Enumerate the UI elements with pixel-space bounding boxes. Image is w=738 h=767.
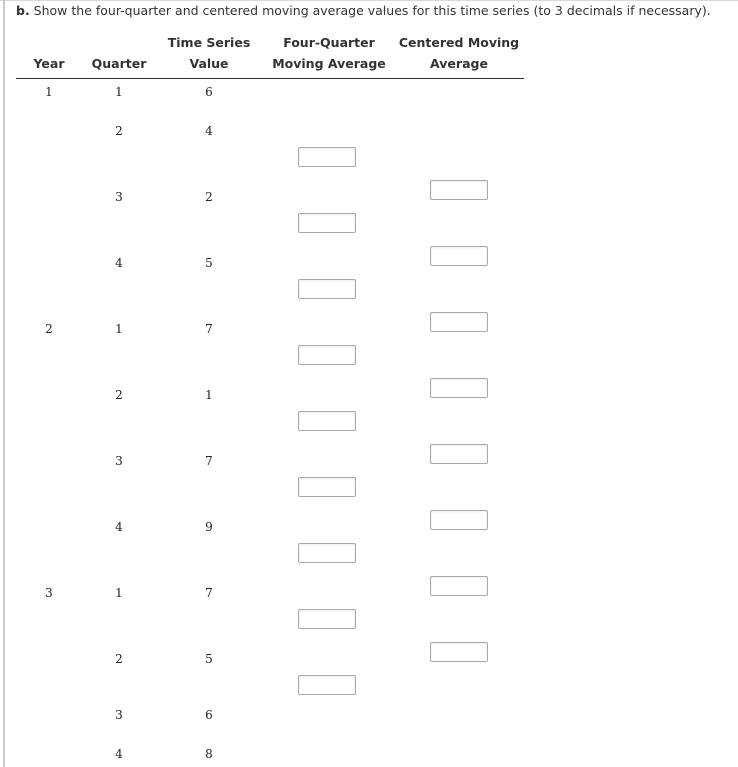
centered-moving-average-input[interactable] bbox=[430, 510, 488, 530]
four-quarter-moving-average-input[interactable] bbox=[298, 543, 356, 563]
four-quarter-moving-average-input[interactable] bbox=[298, 213, 356, 233]
header-time-series-line1: Time Series bbox=[167, 35, 251, 50]
four-quarter-moving-average-input[interactable] bbox=[298, 609, 356, 629]
table-cell-quarter: 1 bbox=[115, 85, 123, 99]
table-cell-value: 1 bbox=[205, 388, 213, 402]
centered-moving-average-input[interactable] bbox=[430, 246, 488, 266]
header-quarter: Quarter bbox=[91, 56, 147, 71]
table-cell-value: 7 bbox=[205, 586, 213, 600]
table-cell-value: 9 bbox=[205, 520, 213, 534]
table-cell-value: 7 bbox=[205, 322, 213, 336]
header-four-quarter-line1: Four-Quarter bbox=[283, 35, 375, 50]
table-cell-quarter: 3 bbox=[115, 708, 123, 722]
header-centered-line2: Average bbox=[430, 56, 488, 71]
table-cell-year: 1 bbox=[45, 85, 53, 99]
question-text: Show the four-quarter and centered moving average values for this time series (to 3 decimals if necessary). bbox=[29, 3, 711, 18]
table-cell-value: 6 bbox=[205, 85, 213, 99]
table-cell-quarter: 3 bbox=[115, 454, 123, 468]
four-quarter-moving-average-input[interactable] bbox=[298, 147, 356, 167]
table-cell-quarter: 4 bbox=[115, 256, 123, 270]
table-cell-value: 5 bbox=[205, 256, 213, 270]
four-quarter-moving-average-input[interactable] bbox=[298, 411, 356, 431]
table-cell-quarter: 2 bbox=[115, 388, 123, 402]
table-cell-quarter: 1 bbox=[115, 586, 123, 600]
question-prefix: b. bbox=[16, 3, 30, 18]
centered-moving-average-input[interactable] bbox=[430, 444, 488, 464]
table-cell-value: 8 bbox=[205, 747, 213, 761]
centered-moving-average-input[interactable] bbox=[430, 642, 488, 662]
four-quarter-moving-average-input[interactable] bbox=[298, 345, 356, 365]
table-cell-year: 2 bbox=[45, 322, 53, 336]
centered-moving-average-input[interactable] bbox=[430, 180, 488, 200]
header-time-series-line2: Value bbox=[189, 56, 229, 71]
table-cell-value: 6 bbox=[205, 708, 213, 722]
table-cell-quarter: 4 bbox=[115, 520, 123, 534]
table-cell-value: 4 bbox=[205, 124, 213, 138]
table-cell-quarter: 2 bbox=[115, 124, 123, 138]
left-border bbox=[3, 0, 5, 767]
table-cell-value: 5 bbox=[205, 652, 213, 666]
question-prompt bbox=[16, 3, 711, 18]
table-cell-year: 3 bbox=[45, 586, 53, 600]
centered-moving-average-input[interactable] bbox=[430, 576, 488, 596]
four-quarter-moving-average-input[interactable] bbox=[298, 279, 356, 299]
table-cell-value: 2 bbox=[205, 190, 213, 204]
table-cell-quarter: 2 bbox=[115, 652, 123, 666]
header-centered-line1: Centered Moving bbox=[398, 35, 520, 50]
header-rule bbox=[16, 78, 524, 79]
header-year: Year bbox=[33, 56, 65, 71]
four-quarter-moving-average-input[interactable] bbox=[298, 477, 356, 497]
table-cell-quarter: 3 bbox=[115, 190, 123, 204]
table-cell-quarter: 1 bbox=[115, 322, 123, 336]
centered-moving-average-input[interactable] bbox=[430, 312, 488, 332]
table-cell-value: 7 bbox=[205, 454, 213, 468]
top-border bbox=[0, 0, 738, 1]
table-cell-quarter: 4 bbox=[115, 747, 123, 761]
header-four-quarter-line2: Moving Average bbox=[272, 56, 386, 71]
centered-moving-average-input[interactable] bbox=[430, 378, 488, 398]
four-quarter-moving-average-input[interactable] bbox=[298, 675, 356, 695]
